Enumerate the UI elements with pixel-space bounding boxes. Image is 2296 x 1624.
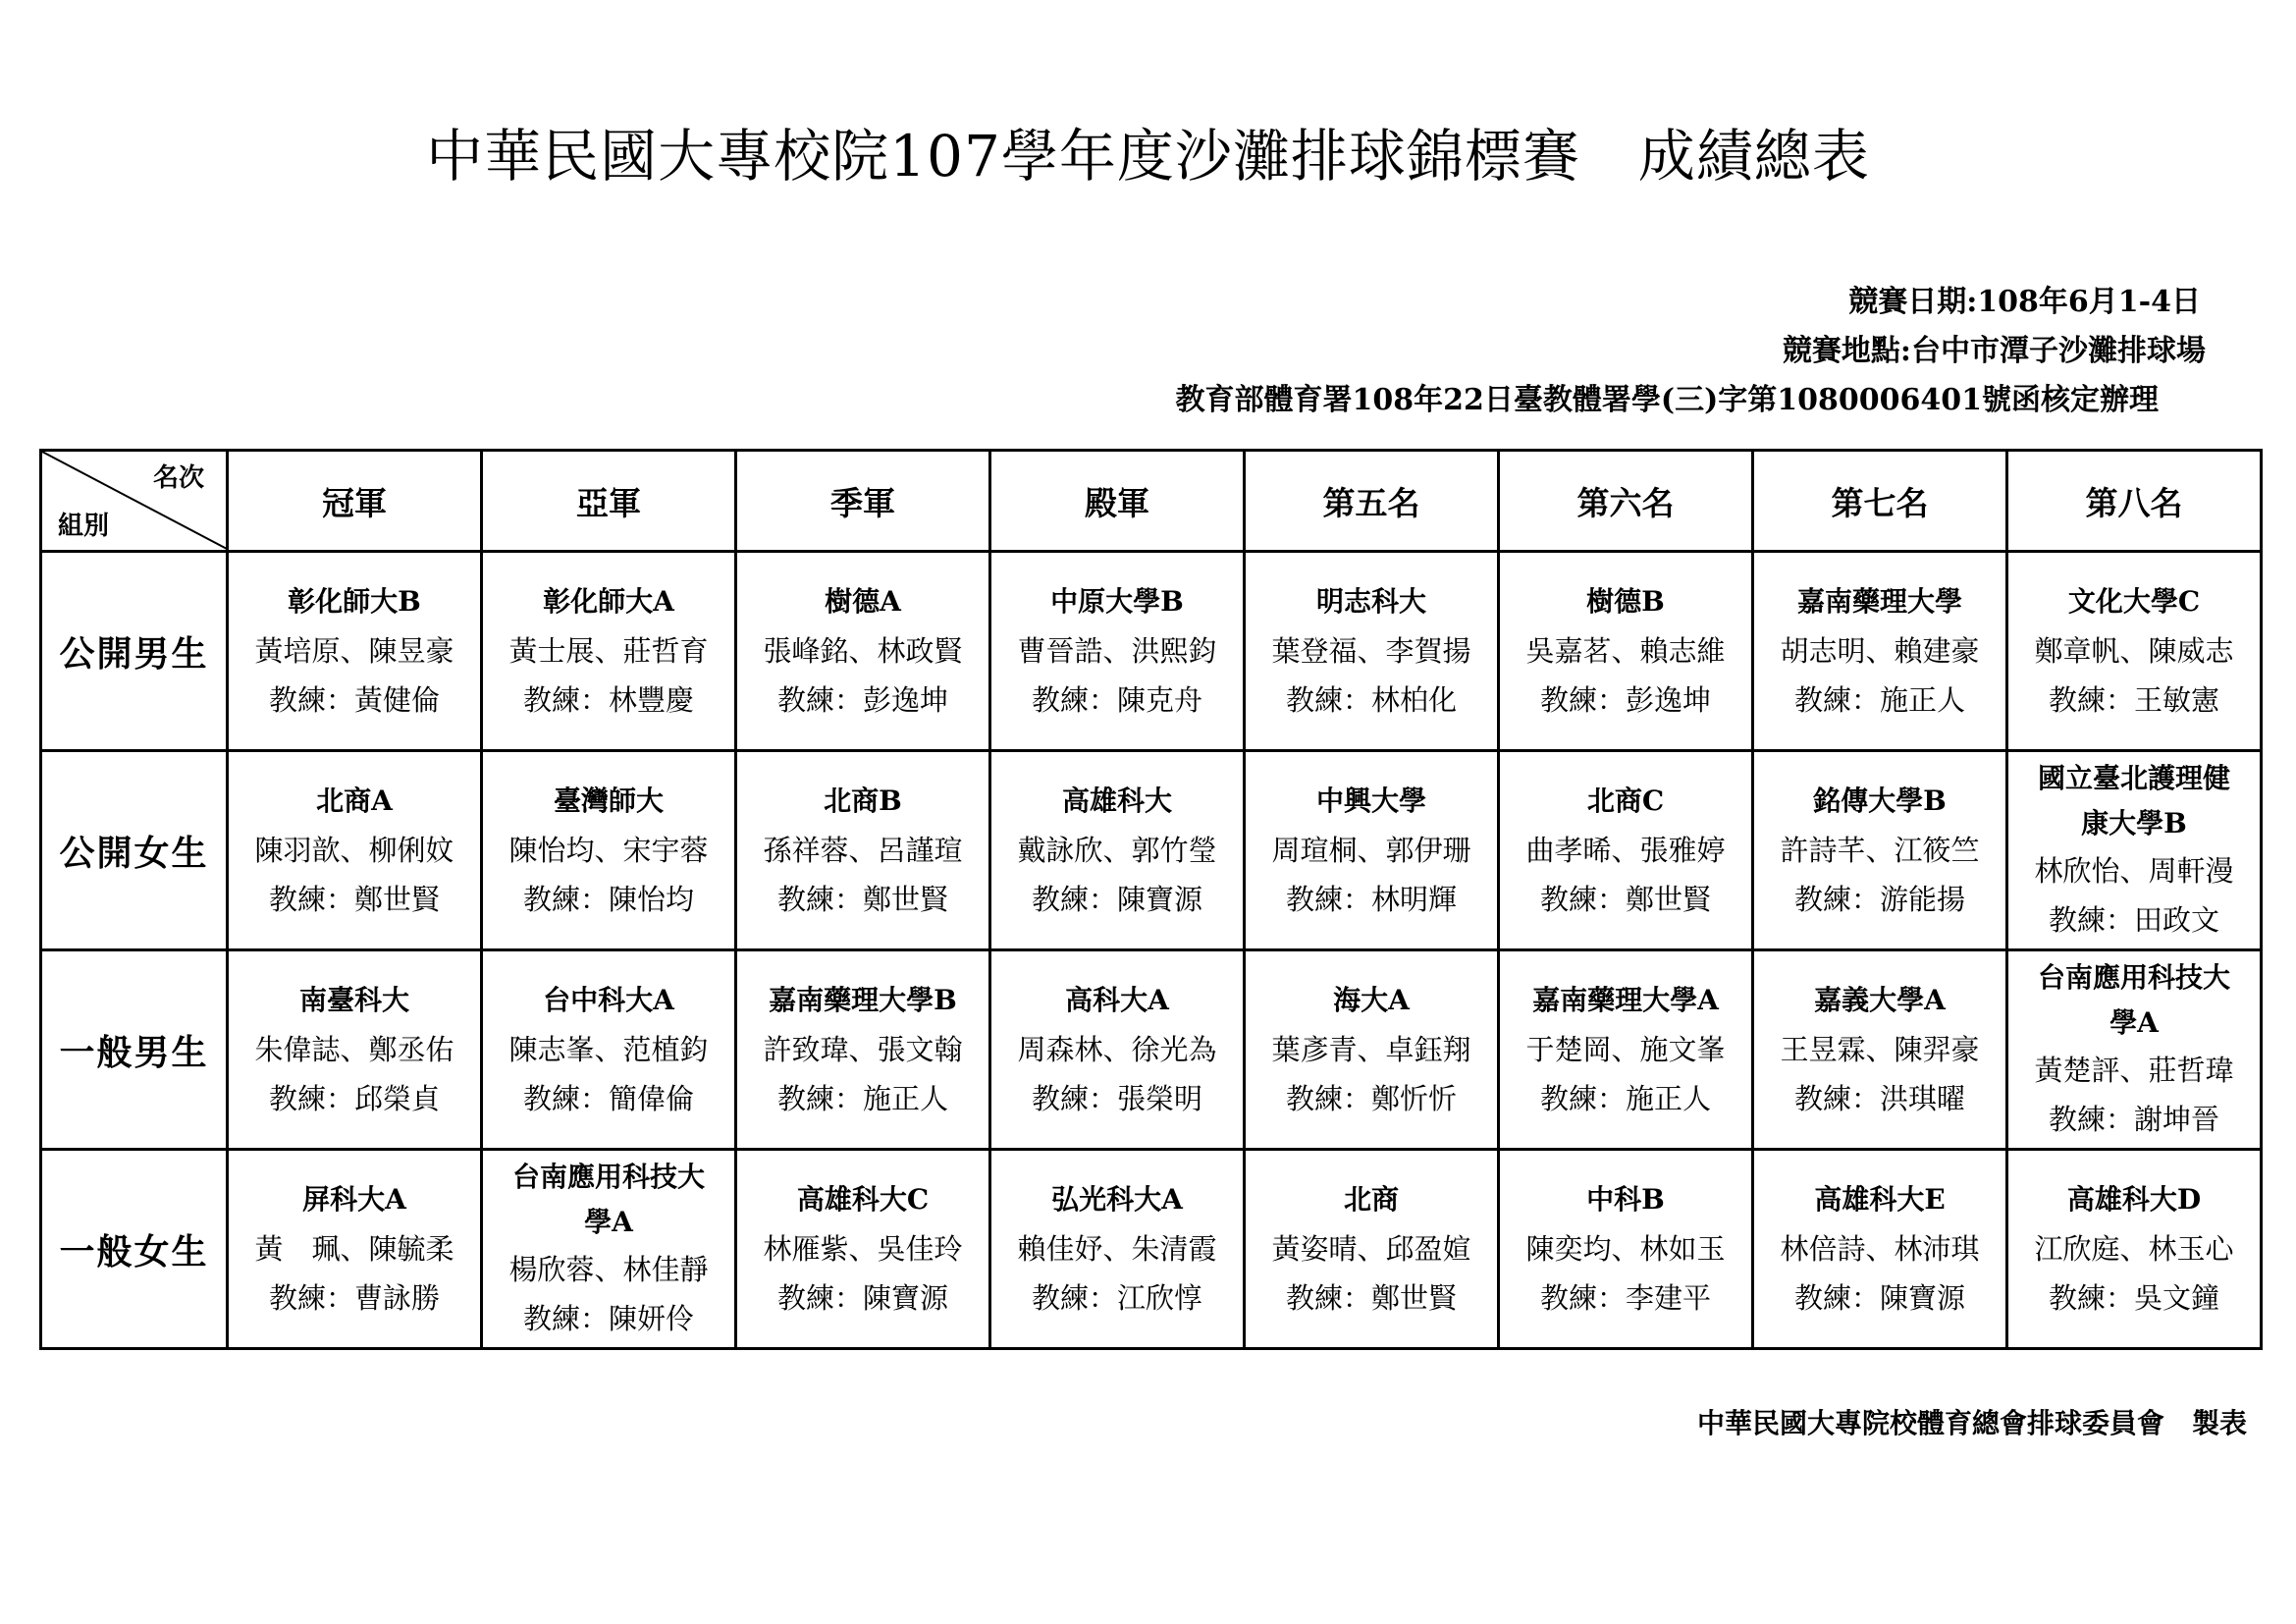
coach-name: 教練：江欣惇 (1031, 1281, 1202, 1315)
coach-name: 教練：黃健倫 (268, 683, 440, 717)
result-cell (228, 1150, 482, 1349)
player-names: 陳羽歆、柳俐妏 (254, 834, 454, 867)
result-cell (1245, 950, 1499, 1150)
player-names: 胡志明、賴建豪 (1780, 634, 1980, 668)
result-cell (2007, 950, 2262, 1150)
result-cell (1245, 552, 1499, 751)
group-label: 公開男生 (41, 552, 228, 751)
player-names: 楊欣蓉、林佳靜 (508, 1253, 709, 1286)
approval-notice: 教育部體育署108年22日臺教體署學(三)字第1080006401號函核定辦理 (1175, 383, 2159, 417)
team-name: 北商C (1586, 785, 1665, 817)
result-cell (1753, 552, 2007, 751)
player-names: 孫祥蓉、呂謹瑄 (763, 834, 963, 867)
coach-name: 教練：鄭世賢 (1539, 883, 1711, 916)
corner-cell (41, 451, 228, 552)
coach-name: 教練：洪琪曜 (1793, 1082, 1965, 1115)
coach-name: 教練：陳妍伶 (522, 1302, 694, 1335)
coach-name: 教練：施正人 (1793, 683, 1965, 717)
player-names: 王昱霖、陳羿豪 (1780, 1033, 1980, 1066)
team-name: 文化大學C (2067, 585, 2201, 618)
coach-name: 教練：彭逸坤 (1539, 683, 1711, 717)
competition-date: 競賽日期:108年6月1-4日 (1848, 285, 2201, 319)
team-name: 嘉南藥理大學B (769, 984, 957, 1016)
result-cell (482, 552, 736, 751)
player-names: 吳嘉茗、賴志維 (1525, 634, 1726, 668)
team-name: 北商 (1343, 1183, 1399, 1216)
coach-name: 教練：彭逸坤 (776, 683, 948, 717)
result-cell (1499, 552, 1753, 751)
result-cell (736, 751, 990, 950)
team-name: 彰化師大B (288, 585, 421, 618)
team-name: 樹德A (825, 585, 901, 618)
corner-group-label: 組別 (58, 512, 110, 541)
result-cell (2007, 751, 2262, 950)
rank-header: 第六名 (1499, 451, 1753, 552)
player-names: 許詩芊、江筱竺 (1780, 834, 1980, 867)
player-names: 江欣庭、林玉心 (2034, 1232, 2234, 1266)
team-name: 臺灣師大 (553, 785, 664, 817)
footer-credit: 中華民國大專院校體育總會排球委員會 製表 (1696, 1407, 2247, 1439)
team-name: 北商A (316, 785, 393, 817)
result-cell (482, 1150, 736, 1349)
player-names: 黃培原、陳昱豪 (254, 634, 454, 668)
result-cell (1499, 751, 1753, 950)
competition-venue: 競賽地點:台中市潭子沙灘排球場 (1782, 334, 2206, 368)
team-name: 高雄科大D (2066, 1183, 2202, 1216)
table-row (41, 950, 2262, 1150)
player-names: 朱偉誌、鄭丞佑 (254, 1033, 454, 1066)
team-name: 銘傳大學B (1813, 785, 1947, 817)
player-names: 張峰銘、林政賢 (763, 634, 963, 668)
player-names: 黃士展、莊哲育 (508, 634, 709, 668)
coach-name: 教練：陳寶源 (1793, 1281, 1965, 1315)
corner-rank-label: 名次 (152, 463, 204, 493)
team-name: 樹德B (1586, 585, 1665, 618)
coach-name: 教練：鄭忻忻 (1285, 1082, 1457, 1115)
rank-header: 第八名 (2007, 451, 2262, 552)
team-name: 海大A (1333, 984, 1410, 1016)
header-row (41, 451, 2262, 552)
coach-name: 教練：林明輝 (1285, 883, 1457, 916)
player-names: 黃姿晴、邱盈媗 (1271, 1232, 1471, 1266)
team-name: 嘉義大學A (1814, 984, 1946, 1016)
team-name: 屏科大A (302, 1183, 406, 1216)
rank-header: 亞軍 (482, 451, 736, 552)
player-names: 戴詠欣、郭竹瑩 (1017, 834, 1217, 867)
result-cell (1245, 751, 1499, 950)
player-names: 葉登福、李賀揚 (1271, 634, 1471, 668)
player-names: 鄭章帆、陳威志 (2034, 634, 2234, 668)
result-cell (1753, 950, 2007, 1150)
result-cell (228, 751, 482, 950)
player-names: 林雁紫、吳佳玲 (763, 1232, 963, 1266)
team-name: 中科B (1586, 1183, 1665, 1216)
team-name: 台南應用科技大學A (2037, 961, 2230, 1039)
coach-name: 教練：林豐慶 (522, 683, 694, 717)
team-name: 明志科大 (1315, 585, 1426, 618)
result-cell (1753, 751, 2007, 950)
coach-name: 教練：鄭世賢 (776, 883, 948, 916)
coach-name: 教練：曹詠勝 (268, 1281, 440, 1315)
rank-header: 季軍 (736, 451, 990, 552)
result-cell (482, 751, 736, 950)
team-name: 南臺科大 (298, 984, 409, 1016)
team-name: 嘉南藥理大學A (1532, 984, 1719, 1016)
coach-name: 教練：林柏化 (1285, 683, 1457, 717)
team-name: 台南應用科技大學A (511, 1161, 705, 1238)
player-names: 林倍詩、林沛琪 (1780, 1232, 1980, 1266)
coach-name: 教練：簡偉倫 (522, 1082, 694, 1115)
result-cell (990, 1150, 1245, 1349)
player-names: 周森林、徐光為 (1017, 1033, 1217, 1066)
coach-name: 教練：陳寶源 (776, 1281, 948, 1315)
coach-name: 教練：王敏憲 (2048, 683, 2219, 717)
result-cell (1753, 1150, 2007, 1349)
rank-header: 第七名 (1753, 451, 2007, 552)
result-cell (736, 1150, 990, 1349)
result-cell (736, 552, 990, 751)
result-cell (736, 950, 990, 1150)
result-cell (2007, 552, 2262, 751)
player-names: 黃楚評、莊哲瑋 (2034, 1054, 2234, 1087)
table-row (41, 552, 2262, 751)
results-table (39, 449, 2263, 1350)
coach-name: 教練：張榮明 (1031, 1082, 1202, 1115)
player-names: 曲孝晞、張雅婷 (1525, 834, 1726, 867)
coach-name: 教練：李建平 (1539, 1281, 1711, 1315)
player-names: 黃 珮、陳毓柔 (254, 1232, 454, 1266)
result-cell (2007, 1150, 2262, 1349)
team-name: 國立臺北護理健康大學B (2037, 762, 2230, 839)
coach-name: 教練：田政文 (2048, 903, 2219, 937)
player-names: 周瑄桐、郭伊珊 (1271, 834, 1471, 867)
rank-header: 冠軍 (228, 451, 482, 552)
result-cell (482, 950, 736, 1150)
page-title: 中華民國大專校院107學年度沙灘排球錦標賽 成績總表 (426, 123, 1870, 189)
rank-header: 殿軍 (990, 451, 1245, 552)
player-names: 陳怡均、宋宇蓉 (508, 834, 709, 867)
rank-header: 第五名 (1245, 451, 1499, 552)
coach-name: 教練：鄭世賢 (268, 883, 440, 916)
result-cell (990, 751, 1245, 950)
player-names: 陳奕均、林如玉 (1525, 1232, 1726, 1266)
coach-name: 教練：鄭世賢 (1285, 1281, 1457, 1315)
team-name: 台中科大A (543, 984, 674, 1016)
coach-name: 教練：陳克舟 (1031, 683, 1202, 717)
group-label: 公開女生 (41, 751, 228, 950)
team-name: 彰化師大A (543, 585, 674, 618)
result-cell (228, 552, 482, 751)
coach-name: 教練：陳寶源 (1031, 883, 1202, 916)
team-name: 中興大學 (1315, 785, 1426, 817)
team-name: 嘉南藥理大學 (1796, 585, 1962, 618)
result-cell (990, 950, 1245, 1150)
coach-name: 教練：謝坤晉 (2048, 1103, 2219, 1136)
team-name: 高雄科大C (796, 1183, 930, 1216)
result-cell (1245, 1150, 1499, 1349)
table-row (41, 751, 2262, 950)
coach-name: 教練：陳怡均 (522, 883, 694, 916)
team-name: 高科大A (1065, 984, 1169, 1016)
player-names: 許致瑋、張文翰 (763, 1033, 963, 1066)
result-cell (1499, 950, 1753, 1150)
result-cell (1499, 1150, 1753, 1349)
coach-name: 教練：吳文鐘 (2048, 1281, 2219, 1315)
player-names: 賴佳妤、朱清霞 (1017, 1232, 1217, 1266)
group-label: 一般男生 (41, 950, 228, 1150)
coach-name: 教練：邱榮貞 (268, 1082, 440, 1115)
player-names: 陳志峯、范植鈞 (508, 1033, 709, 1066)
coach-name: 教練：施正人 (1539, 1082, 1711, 1115)
coach-name: 教練：施正人 (776, 1082, 948, 1115)
team-name: 弘光科大A (1051, 1183, 1183, 1216)
result-cell (990, 552, 1245, 751)
table-row (41, 1150, 2262, 1349)
team-name: 高雄科大 (1061, 785, 1172, 817)
team-name: 中原大學B (1050, 585, 1184, 618)
player-names: 葉彥青、卓鈺翔 (1271, 1033, 1471, 1066)
coach-name: 教練：游能揚 (1793, 883, 1965, 916)
result-cell (228, 950, 482, 1150)
player-names: 林欣怡、周軒漫 (2034, 854, 2234, 888)
player-names: 于楚岡、施文峯 (1525, 1033, 1726, 1066)
team-name: 高雄科大E (1814, 1183, 1946, 1216)
group-label: 一般女生 (41, 1150, 228, 1349)
team-name: 北商B (824, 785, 902, 817)
player-names: 曹晉誥、洪熙鈞 (1017, 634, 1217, 668)
